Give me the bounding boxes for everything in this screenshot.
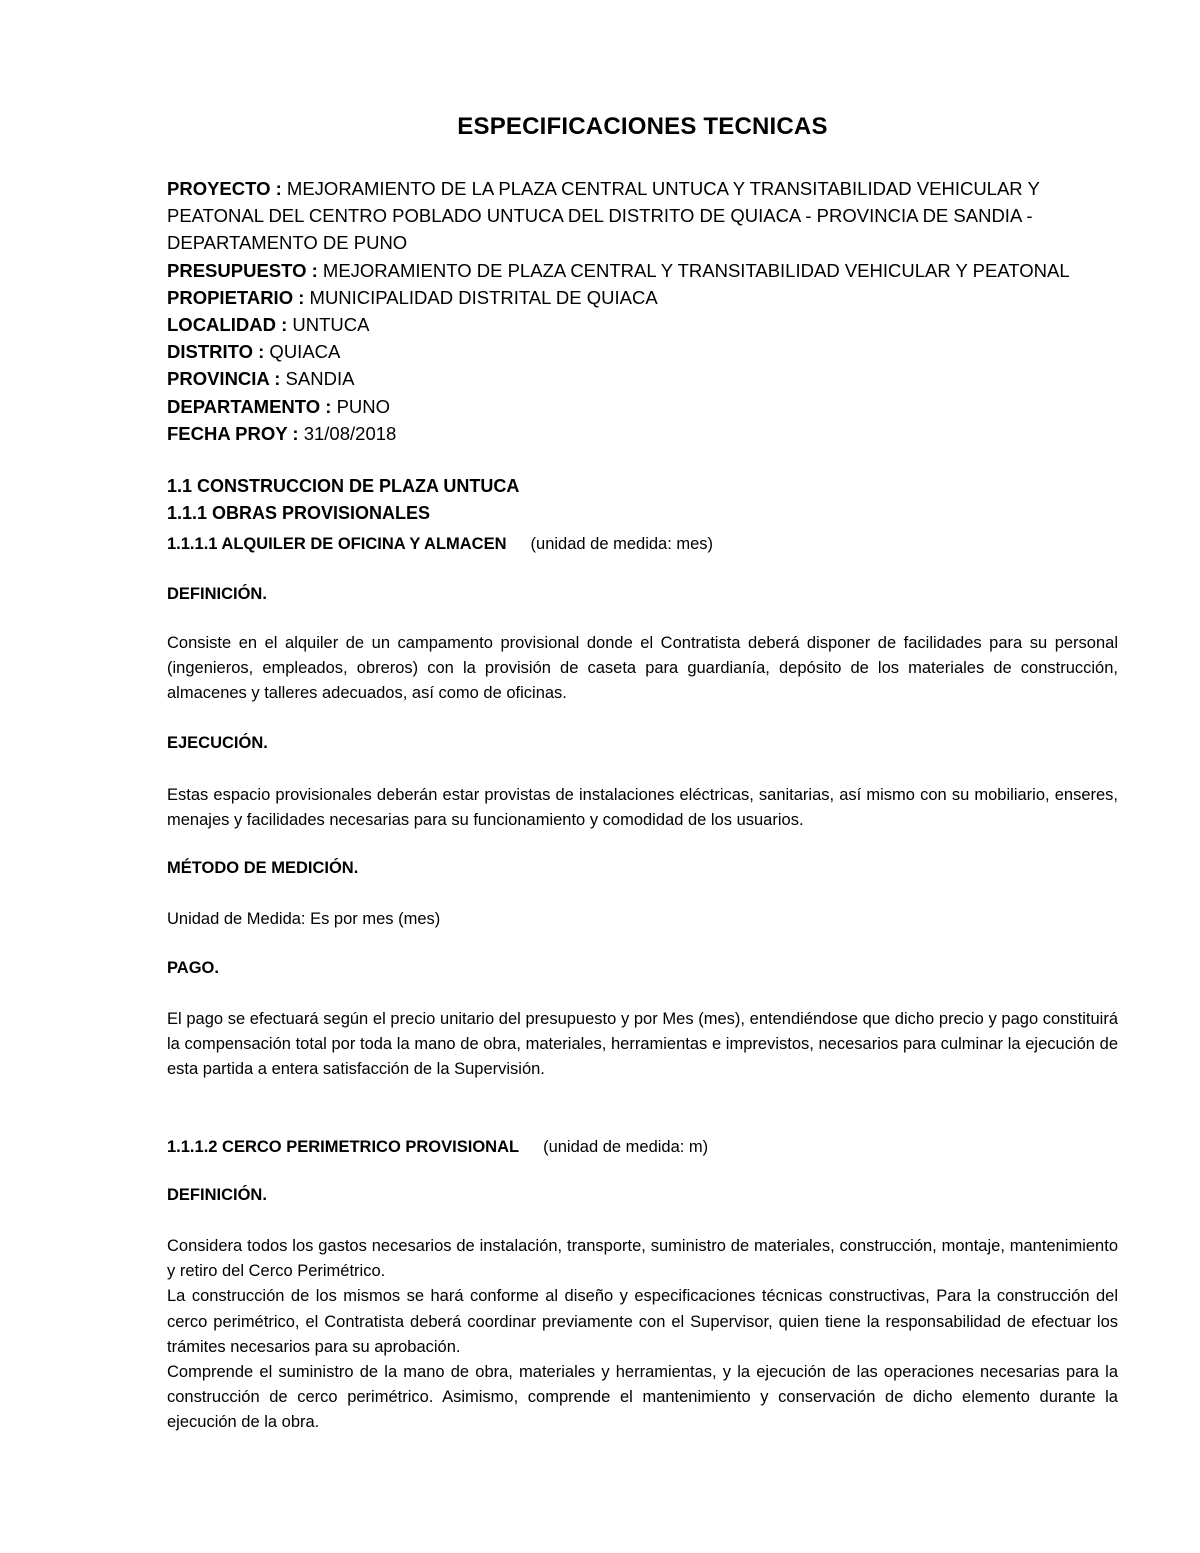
item1-ejecucion-text xyxy=(167,783,1118,833)
item1-unit: (unidad de medida: mes) xyxy=(530,535,714,553)
item1-definicion-label: DEFINICIÓN. xyxy=(167,585,267,603)
item1-metodo-label: MÉTODO DE MEDICIÓN. xyxy=(167,859,359,877)
meta-propietario-value: MUNICIPALIDAD DISTRITAL DE QUIACA xyxy=(304,286,658,308)
item1-definicion-text xyxy=(167,631,1118,707)
item1-ejecucion-paragraph: Estas espacio provisionales deberán estar provistas de instalaciones eléctricas, sanitarias, así mismo con su mobiliario, enseres, menajes y facilidades necesarias para su funcionamiento y comodidad de los usuarios. xyxy=(167,786,1118,830)
item1-pago-paragraph: El pago se efectuará según el precio unitario del presupuesto y por Mes (mes), entendiéndose que dicho precio y pago constituirá la compensación total por toda la mano de obra, materiales, herramientas e imprevistos, necesarios para culminar la ejecución de esta partida a entera satisfacción de la Supervisión. xyxy=(167,1010,1118,1079)
item2-definicion-paragraph-2: La construcción de los mismos se hará conforme al diseño y especificaciones técnicas constructivas, Para la construcción del cerco perimétrico, el Contratista deberá coordinar previamente con el Supervisor, quien tiene la responsabilidad de efectuar los trámites necesarios para su aprobación. xyxy=(167,1287,1118,1356)
meta-departamento xyxy=(167,393,1118,420)
item2-definicion-text xyxy=(167,1234,1118,1436)
item1-ejecucion-label: EJECUCIÓN. xyxy=(167,734,268,752)
item2-definicion-paragraph-1: Considera todos los gastos necesarios de instalación, transporte, suministro de materiales, construcción, montaje, mantenimiento y retiro del Cerco Perimétrico. xyxy=(167,1237,1118,1281)
meta-localidad xyxy=(167,311,1118,338)
meta-localidad-label: LOCALIDAD : xyxy=(167,314,288,336)
meta-proyecto-value: MEJORAMIENTO DE LA PLAZA CENTRAL UNTUCA Y TRANSITABILIDAD VEHICULAR Y PEATONAL DEL CENTRO POBLADO UNTUCA DEL DISTRITO DE QUIACA - PROVINCIA DE SANDIA - DEPARTAMENTO DE PUNO xyxy=(167,178,1040,254)
meta-distrito xyxy=(167,338,1118,365)
meta-provincia xyxy=(167,365,1118,392)
item1-metodo-text xyxy=(167,907,1118,932)
item1-heading-text: 1.1.1.1 ALQUILER DE OFICINA Y ALMACEN xyxy=(167,535,507,553)
item2-definicion-paragraph-3: Comprende el suministro de la mano de obra, materiales y herramientas, y la ejecución de las operaciones necesarias para la construcción de cerco perimétrico. Asimismo, comprende el mantenimiento y conservación de dicho elemento durante la ejecución de la obra. xyxy=(167,1363,1118,1432)
item1-pago-text xyxy=(167,1007,1118,1083)
document-title: ESPECIFICACIONES TECNICAS xyxy=(457,113,828,140)
meta-fecha xyxy=(167,420,1118,447)
item-heading-1-1-1-2 xyxy=(167,1136,708,1157)
meta-proyecto xyxy=(167,175,1118,257)
meta-localidad-value: UNTUCA xyxy=(287,314,370,336)
meta-distrito-value: QUIACA xyxy=(264,341,341,363)
meta-propietario-label: PROPIETARIO : xyxy=(167,286,305,308)
section-heading-1-1-1: 1.1.1 OBRAS PROVISIONALES xyxy=(167,503,431,523)
meta-fecha-label: FECHA PROY : xyxy=(167,422,299,444)
meta-provincia-value: SANDIA xyxy=(280,368,355,390)
item1-metodo-paragraph: Unidad de Medida: Es por mes (mes) xyxy=(167,910,441,928)
item2-definicion-label: DEFINICIÓN. xyxy=(167,1186,267,1204)
meta-presupuesto-label: PRESUPUESTO : xyxy=(167,259,318,281)
meta-presupuesto xyxy=(167,257,1118,284)
meta-departamento-label: DEPARTAMENTO : xyxy=(167,395,332,417)
project-metadata xyxy=(167,175,1118,447)
meta-proyecto-label: PROYECTO : xyxy=(167,178,282,199)
item1-pago-label: PAGO. xyxy=(167,959,219,977)
meta-presupuesto-value: MEJORAMIENTO DE PLAZA CENTRAL Y TRANSITABILIDAD VEHICULAR Y PEATONAL xyxy=(317,259,1070,281)
meta-fecha-value: 31/08/2018 xyxy=(298,422,397,444)
meta-distrito-label: DISTRITO : xyxy=(167,341,265,363)
item2-heading-text: 1.1.1.2 CERCO PERIMETRICO PROVISIONAL xyxy=(167,1138,520,1156)
item-heading-1-1-1-1 xyxy=(167,533,713,554)
meta-provincia-label: PROVINCIA : xyxy=(167,368,281,390)
section-heading-1-1: 1.1 CONSTRUCCION DE PLAZA UNTUCA xyxy=(167,476,520,496)
meta-propietario xyxy=(167,284,1118,311)
item2-unit: (unidad de medida: m) xyxy=(543,1138,709,1156)
item1-definicion-paragraph: Consiste en el alquiler de un campamento provisional donde el Contratista deberá disponer de facilidades para su personal (ingenieros, empleados, obreros) con la provisión de caseta para guardianía, depósito de los materiales de construcción, almacenes y talleres adecuados, así como de oficinas. xyxy=(167,634,1118,703)
meta-departamento-value: PUNO xyxy=(331,395,391,417)
